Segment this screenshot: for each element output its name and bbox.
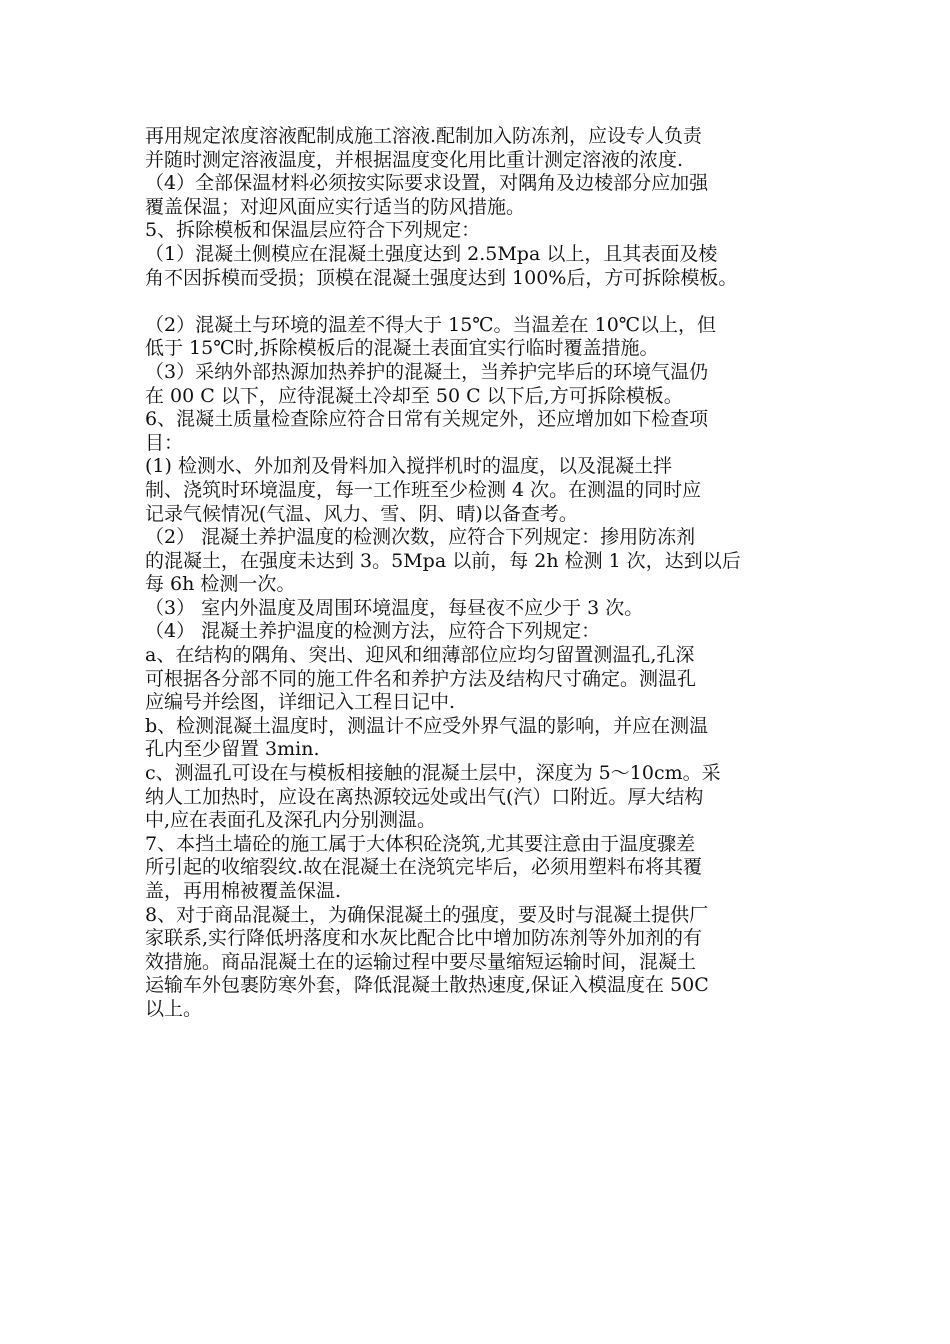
text-line: 每 6h 检测一次。: [145, 573, 296, 596]
text-line: 6、混凝土质量检查除应符合日常有关规定外，还应增加如下检查项: [145, 408, 709, 431]
text-line: 记录气候情况(气温、风力、雪、阴、晴)以备查考。: [145, 502, 578, 525]
text-line: （3）采纳外部热源加热养护的混凝土，当养护完毕后的环境气温仍: [145, 360, 709, 383]
text-line: 以上。: [145, 997, 203, 1020]
blank-line: [145, 290, 825, 314]
text-line: 所引起的收缩裂纹.故在混凝土在浇筑完毕后，必须用塑料布将其覆: [145, 856, 703, 879]
text-line: 效措施。商品混凝土在的运输过程中要尽量缩短运输时间，混凝土: [145, 950, 697, 973]
text-line: 并随时测定溶液温度，并根据温度变化用比重计测定溶液的浓度.: [145, 148, 684, 171]
text-line: b、检测混凝土温度时，测温计不应受外界气温的影响，并应在测温: [145, 714, 709, 737]
text-line: 角不因拆模而受损；顶模在混凝土强度达到 100%后，方可拆除模板。: [145, 266, 738, 289]
text-line: 盖，再用棉被覆盖保温.: [145, 880, 342, 902]
text-line: （2） 混凝土养护温度的检测次数，应符合下列规定：掺用防冻剂: [145, 526, 696, 549]
text-line: 应编号并绘图，详细记入工程日记中.: [145, 691, 456, 714]
text-line: 再用规定浓度溶液配制成施工溶液.配制加入防冻剂，应设专人负责: [145, 125, 703, 147]
text-line: a、在结构的隅角、突出、迎风和细薄部位应均匀留置测温孔,孔深: [145, 644, 695, 667]
text-line: （2）混凝土与环境的温差不得大于 15℃。当温差在 10℃以上，但: [145, 313, 717, 336]
text-line: 7、本挡土墙砼的施工属于大体积砼浇筑,尤其要注意由于温度骤差: [145, 832, 696, 855]
text-line: 运输车外包裹防寒外套，降低混凝土散热速度,保证入模温度在 50C: [145, 974, 709, 997]
text-line: 5、拆除模板和保温层应符合下列规定：: [145, 219, 481, 242]
text-line: （3） 室内外温度及周围环境温度，每昼夜不应少于 3 次。: [145, 596, 644, 619]
text-line: （4） 混凝土养护温度的检测方法，应符合下列规定：: [145, 620, 601, 643]
text-line: （1）混凝土侧模应在混凝土强度达到 2.5Mpa 以上，且其表面及棱: [145, 242, 718, 265]
text-line: 目：: [145, 431, 184, 454]
document-body: [145, 125, 825, 1022]
text-line: (1) 检测水、外加剂及骨料加入搅拌机时的温度，以及混凝土拌: [145, 455, 672, 478]
text-line: 低于 15℃时,拆除模板后的混凝土表面宜实行临时覆盖措施。: [145, 337, 659, 360]
text-line: 8、对于商品混凝土，为确保混凝土的强度，要及时与混凝土提供厂: [145, 903, 709, 926]
text-line: 制、浇筑时环境温度，每一工作班至少检测 4 次。在测温的同时应: [145, 478, 702, 501]
text-line: 覆盖保温；对迎风面应实行适当的防风措施。: [145, 195, 526, 218]
text-line: 的混凝土，在强度未达到 3。5Mpa 以前，每 2h 检测 1 次，达到以后: [145, 549, 741, 572]
text-line: 孔内至少留置 3min.: [145, 738, 320, 761]
text-line: c、测温孔可设在与模板相接触的混凝土层中，深度为 5～10cm。采: [145, 762, 721, 785]
text-line: 在 00 C 以下，应待混凝土冷却至 50 C 以下后,方可拆除模板。: [145, 384, 683, 407]
text-line: （4）全部保温材料必须按实际要求设置，对隅角及边棱部分应加强: [145, 172, 709, 195]
text-line: 可根据各分部不同的施工件名和养护方法及结构尺寸确定。测温孔: [145, 667, 697, 690]
text-line: 中,应在表面孔及深孔内分别测温。: [145, 809, 437, 832]
text-line: 家联系,实行降低坍落度和水灰比配合比中增加防冻剂等外加剂的有: [145, 927, 703, 950]
text-line: 纳人工加热时，应设在离热源较远处或出气(汽）口附近。厚大结构: [145, 785, 704, 808]
